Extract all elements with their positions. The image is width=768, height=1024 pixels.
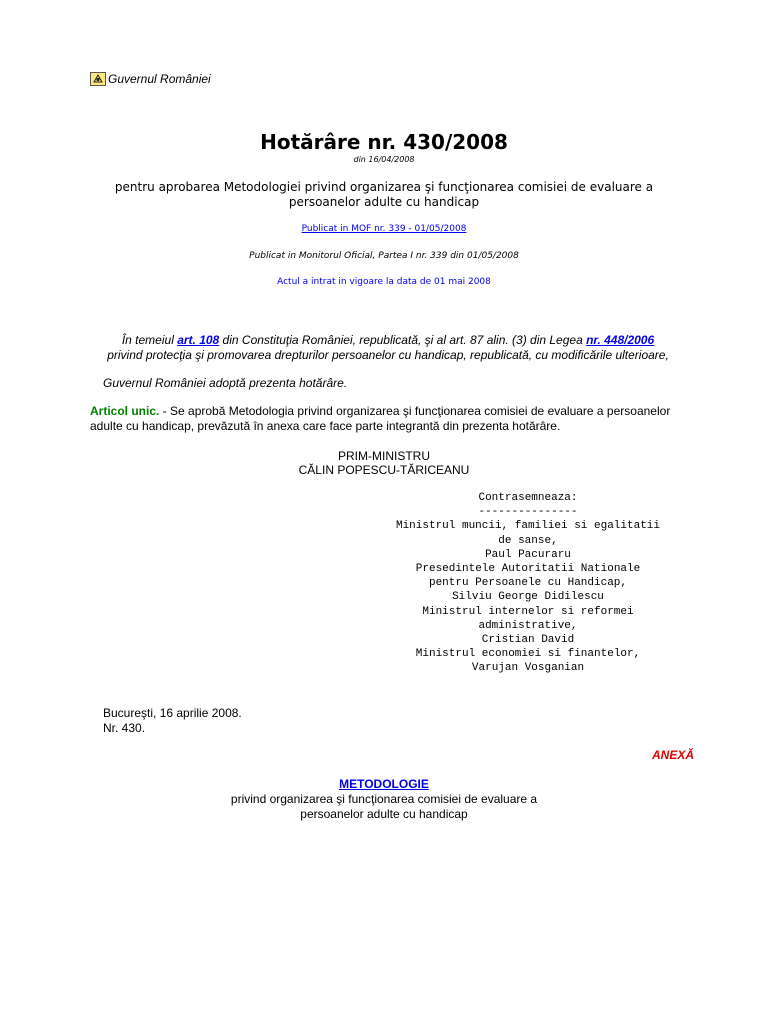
act-number: Nr. 430. (103, 721, 146, 735)
annex-subtitle-line: privind organizarea şi funcţionarea comisiei de evaluare a (230, 792, 538, 806)
annex-subtitle-line: persoanelor adulte cu handicap (300, 807, 468, 821)
romania-coat-of-arms-icon (90, 72, 106, 86)
page-title: Hotărâre nr. 430/2008 (260, 130, 508, 154)
annex-heading (0, 777, 768, 822)
publication-text: Publicat in Monitorul Oficial, Partea I nr. 339 din 01/05/2008 (249, 251, 519, 261)
adoption-statement: Guvernul României adoptă prezenta hotărâre. (103, 376, 348, 390)
sole-article (90, 404, 690, 434)
law-link[interactable]: nr. 448/2006 (586, 333, 655, 347)
place-and-number (103, 706, 242, 736)
signatory-role: PRIM-MINISTRU (338, 449, 430, 463)
prime-minister-signature (0, 449, 768, 477)
government-label: Guvernul României (108, 72, 211, 86)
subject-line: pentru aprobarea Metodologiei privind organizarea şi funcţionarea comisiei de evaluare a (114, 180, 654, 194)
publication-link-row (0, 224, 768, 234)
preamble (88, 333, 688, 363)
subject-line: persoanelor adulte cu handicap (288, 195, 480, 209)
city-date: Bucureşti, 16 aprilie 2008. (103, 706, 242, 720)
methodology-link[interactable]: METODOLOGIE (339, 777, 429, 791)
article-label: Articol unic. (90, 404, 160, 418)
act-subject (0, 180, 768, 210)
act-date: din 16/04/2008 (353, 155, 415, 164)
in-force-text: Actul a intrat in vigoare la data de 01 mai 2008 (277, 277, 491, 287)
signatory-name: CĂLIN POPESCU-TĂRICEANU (298, 463, 470, 477)
government-header (90, 72, 211, 86)
constitution-article-link[interactable]: art. 108 (177, 333, 220, 347)
preamble-text: privind protecţia şi promovarea drepturilor persoanelor cu handicap, republicată, cu modificările ulterioare, (107, 348, 669, 362)
annex-label: ANEXĂ (652, 748, 695, 762)
preamble-text: În temeiul (121, 333, 178, 347)
preamble-text: din Constituţia României, republicată, şi al art. 87 alin. (3) din Legea (219, 333, 587, 347)
article-text: - Se aprobă Metodologia privind organizarea şi funcţionarea comisiei de evaluare a persoanelor adulte cu handicap, prevăzută în anexa care face parte integrantă din prezenta hotărâre. (90, 404, 671, 433)
countersignatures: Contrasemneaza: --------------- Ministrul muncii, familiei si egalitatii de sanse, Paul Pacuraru Presedintele Autoritatii Nationale pentru Persoanele cu Handicap, Silviu George Didilescu Ministrul internelor si reformei administrative, Cristian David Ministrul economiei si finantelor, Varujan Vosganian (395, 492, 661, 675)
publication-link[interactable]: Publicat in MOF nr. 339 - 01/05/2008 (301, 224, 467, 234)
